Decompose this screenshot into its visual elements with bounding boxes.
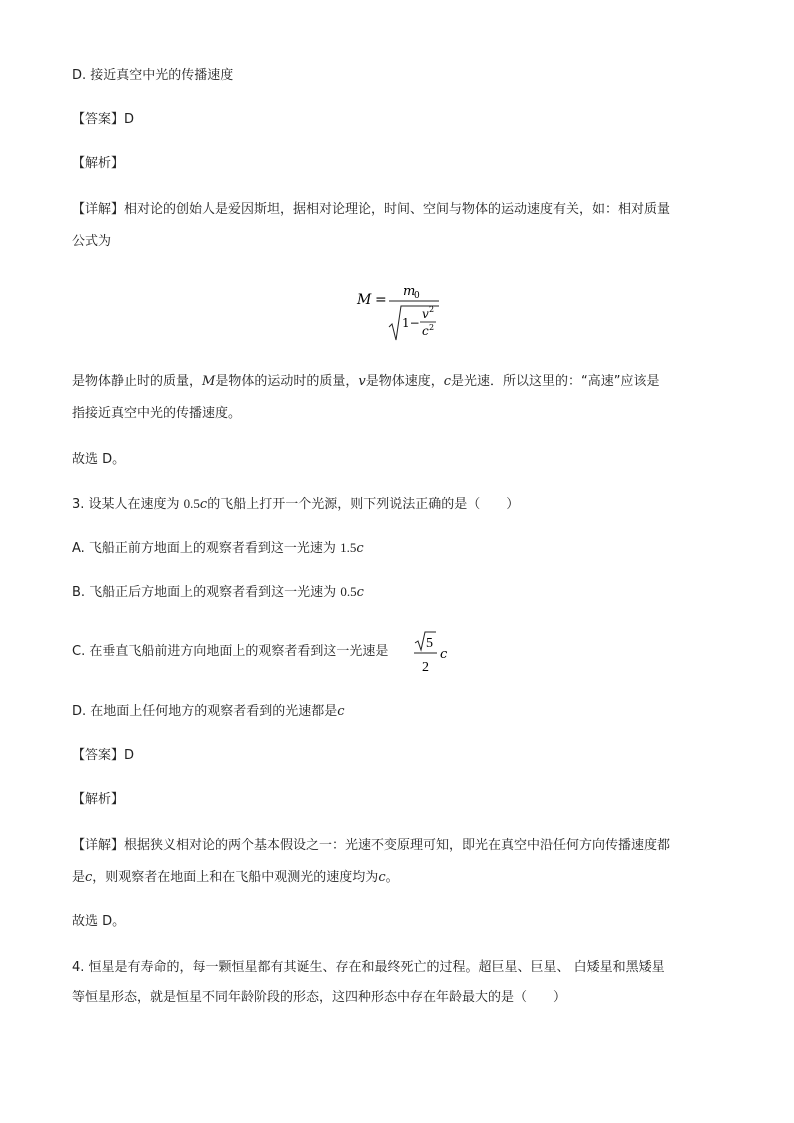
- symbol-c: c: [337, 704, 345, 719]
- q2-answer: [72, 110, 134, 130]
- text-span: D. 在地面上任何地方的观察者看到的光速都是: [72, 704, 338, 719]
- text-span: B. 飞船正后方地面上的观察者看到这一光速为: [72, 585, 341, 600]
- text-span: 是物体静止时的质量，: [72, 374, 203, 389]
- q2-choose: 故选 D。: [72, 452, 126, 467]
- answer-value: D: [124, 748, 135, 763]
- q2-explain-line1: [72, 372, 659, 392]
- formula-lhs: M: [357, 292, 372, 308]
- detail-text: 根据狭义相对论的两个基本假设之一：光速不变原理可知，即光在真空中沿任何方向传播速度都: [124, 838, 671, 853]
- formula-v: v: [422, 307, 429, 321]
- symbol-c: c: [199, 497, 208, 512]
- q2-explain-line2: 指接近真空中光的传播速度。: [72, 406, 242, 421]
- sqrt5-over-2-fraction: [412, 628, 452, 678]
- formula-eq: =: [375, 292, 387, 308]
- text-span: 3. 设某人在速度为: [72, 497, 184, 512]
- symbol-c: c: [443, 374, 451, 389]
- answer-label: 【答案】: [72, 748, 125, 763]
- text-span: 是物体速度，: [365, 374, 444, 389]
- text-span: 是: [72, 870, 86, 885]
- q4-stem-line2: 等恒星形态，就是恒星不同年龄阶段的形态，这四种形态中存在年龄最大的是（ ）: [72, 990, 567, 1005]
- q2-analysis-label: 【解析】: [72, 156, 125, 171]
- q4-stem-line1: 4. 恒星是有寿命的，每一颗恒星都有其诞生、存在和最终死亡的过程。超巨星、巨星、 白矮星和黑矮星: [72, 960, 665, 975]
- text-span: 。: [385, 870, 399, 885]
- q3-stem: [72, 494, 519, 515]
- q3-analysis-label: 【解析】: [72, 792, 125, 807]
- formula-v-exp: 2: [429, 305, 435, 314]
- symbol-v: v: [358, 374, 366, 389]
- detail-label: 【详解】: [72, 202, 125, 217]
- q3-answer: [72, 746, 134, 766]
- text-span: A. 飞船正前方地面上的观察者看到这一光速为: [72, 541, 341, 556]
- formula-one-minus: 1−: [402, 316, 420, 330]
- text-span: 是光速．所以这里的：“高速”应该是: [451, 374, 660, 389]
- formula-numerator-sub: 0: [414, 291, 420, 301]
- q3-detail-line2: [72, 868, 399, 888]
- q2-option-d: D. 接近真空中光的传播速度: [72, 68, 234, 83]
- formula-svg: [355, 282, 475, 352]
- detail-label: 【详解】: [72, 838, 125, 853]
- q2-detail-line2: 公式为: [72, 234, 112, 249]
- fraction-denominator: 2: [422, 660, 429, 675]
- option-b-value: 0.5: [340, 584, 357, 599]
- q3-option-b: [72, 582, 364, 603]
- text-span: 是物体的运动时的质量，: [215, 374, 359, 389]
- relativistic-mass-formula: [355, 282, 475, 352]
- text-span: 的飞船上打开一个光源，则下列说法正确的是（ ）: [207, 497, 520, 512]
- q3-option-c: [72, 642, 388, 662]
- q3-option-a: [72, 538, 364, 559]
- formula-c: c: [422, 324, 429, 338]
- answer-value: D: [124, 112, 135, 127]
- q3-choose: 故选 D。: [72, 914, 126, 929]
- fraction-numerator: 5: [426, 636, 433, 651]
- formula-c-exp: 2: [429, 323, 435, 332]
- symbol-c: c: [378, 870, 386, 885]
- option-a-value: 1.5: [340, 540, 357, 555]
- detail-text: 相对论的创始人是爱因斯坦，据相对论理论，时间、空间与物体的运动速度有关，如：相对质量: [124, 202, 671, 217]
- q3-option-d: [72, 702, 345, 722]
- symbol-c: c: [356, 585, 364, 600]
- answer-label: 【答案】: [72, 112, 125, 127]
- symbol-M: M: [202, 374, 216, 389]
- symbol-c: c: [356, 541, 364, 556]
- text-span: ，则观察者在地面上和在飞船中观测光的速度均为: [92, 870, 379, 885]
- formula-numerator: m: [403, 284, 416, 299]
- symbol-c: c: [440, 647, 448, 662]
- text-span: C. 在垂直飞船前进方向地面上的观察者看到这一光速是: [72, 644, 389, 659]
- q3-detail-line1: [72, 836, 670, 856]
- speed-value: 0.5: [183, 496, 200, 511]
- q2-detail-line1: [72, 200, 670, 220]
- symbol-c: c: [85, 870, 93, 885]
